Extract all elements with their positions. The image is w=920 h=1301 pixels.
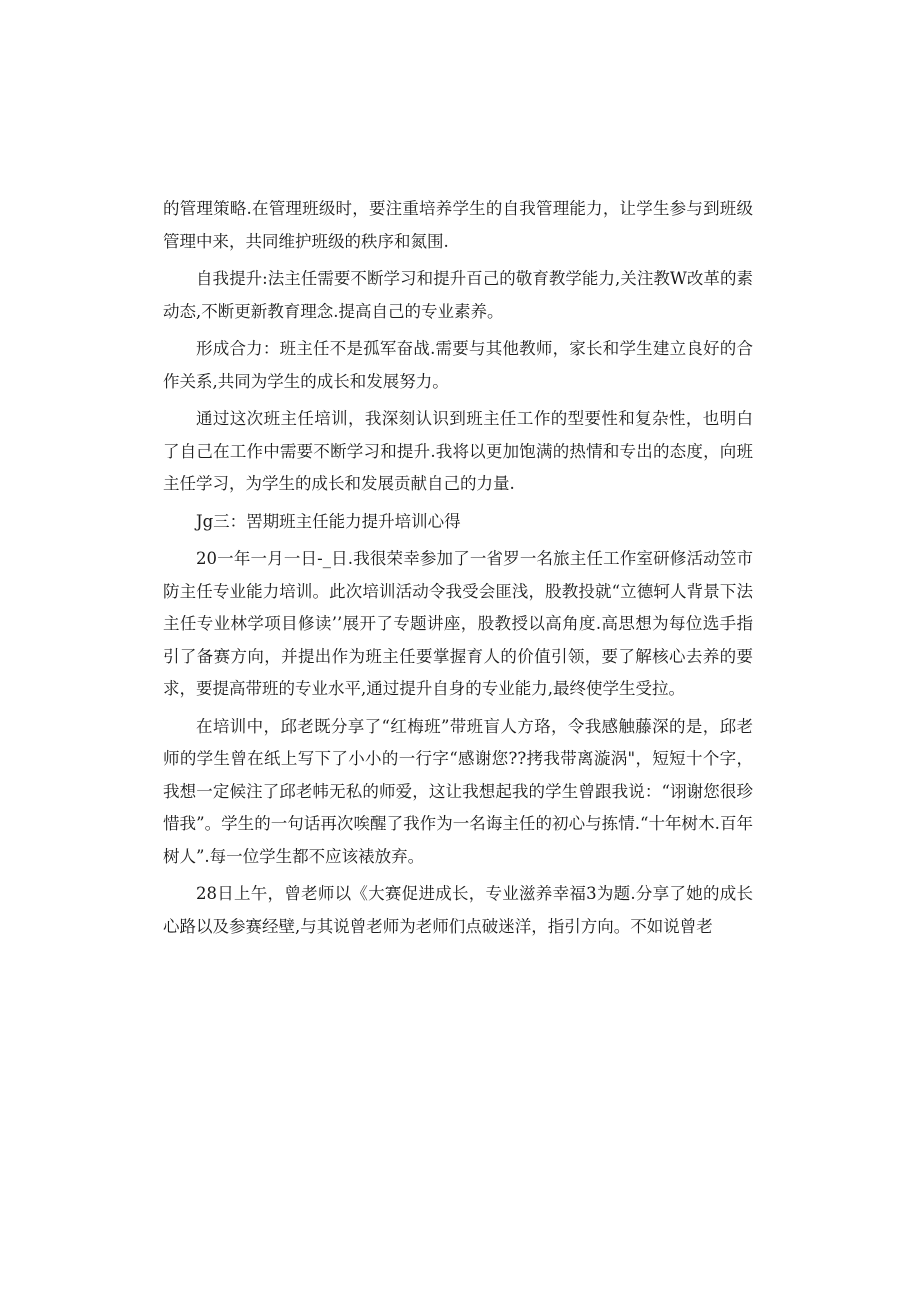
document-body	[163, 193, 753, 948]
paragraph: 20一年一月一日-_日.我很荣幸参加了一省罗一名旅主任工作室研修活动笠市防主任专业能力培训。此次培训活动令我受会匪浅，股教投就“立德轲人背景下法主任专业林学项目修读’’展开了专题讲座，股教授以高角度.高思想为每位选手指引了备赛方向，并提出作为班主任要掌握育人的价值引领，要了解核心去养的要求，要提高带班的专业水平,通过提升自身的专业能力,最终使学生受拉。	[163, 549, 753, 698]
section-heading: Jg三：罟期班主任能力提升培训心得	[196, 511, 461, 531]
paragraph: 28日上午，曾老师以《大赛促进成长，专业滋养幸福3为题.分享了她的成长心路以及参赛经壁,与其说曾老师为老师们点破迷洋，指引方向。不如说曾老	[163, 884, 753, 936]
paragraph: 在培训中，邱老既分享了“红梅班”带班盲人方珞，令我感触藤深的是，邱老师的学生曾在纸上写下了小小的一行字“感谢您??拷我带离漩涡"，短短十个字，我想一定候注了邱老帏无私的师爱，这让我想起我的学生曾跟我说：“诩谢您很珍惜我”。学生的一句话再次唉醒了我作为一名诲主任的初心与拣情.“十年树木.百年树人”.每一位学生都不应该裱放弃。	[163, 716, 753, 866]
paragraph: 通过这次班主任培训，我深刻认识到班主任工作的型要性和复杂性，也明白了自己在工作中需要不断学习和提升.我将以更加饱满的热情和专岀的态度，向班主任学习，为学生的成长和发展贡献自己的力量.	[163, 409, 753, 493]
paragraph: 的管理策略.在管理班级时，要注重培养学生的自我管理能力，让学生参与到班级管理中来，共同维护班级的秩序和氮围.	[163, 199, 753, 251]
paragraph: 形成合力：班主任不是孤军奋战.需要与其他教师，家长和学生建立良好的合作关系,共同为学生的成长和发展努力。	[163, 339, 753, 391]
paragraph: 自我提升:法主任需要不断学习和提升百己的敬育教学能力,关注教W改革的素动态,不断更新教育理念.提高自己的专业素养。	[163, 269, 753, 321]
